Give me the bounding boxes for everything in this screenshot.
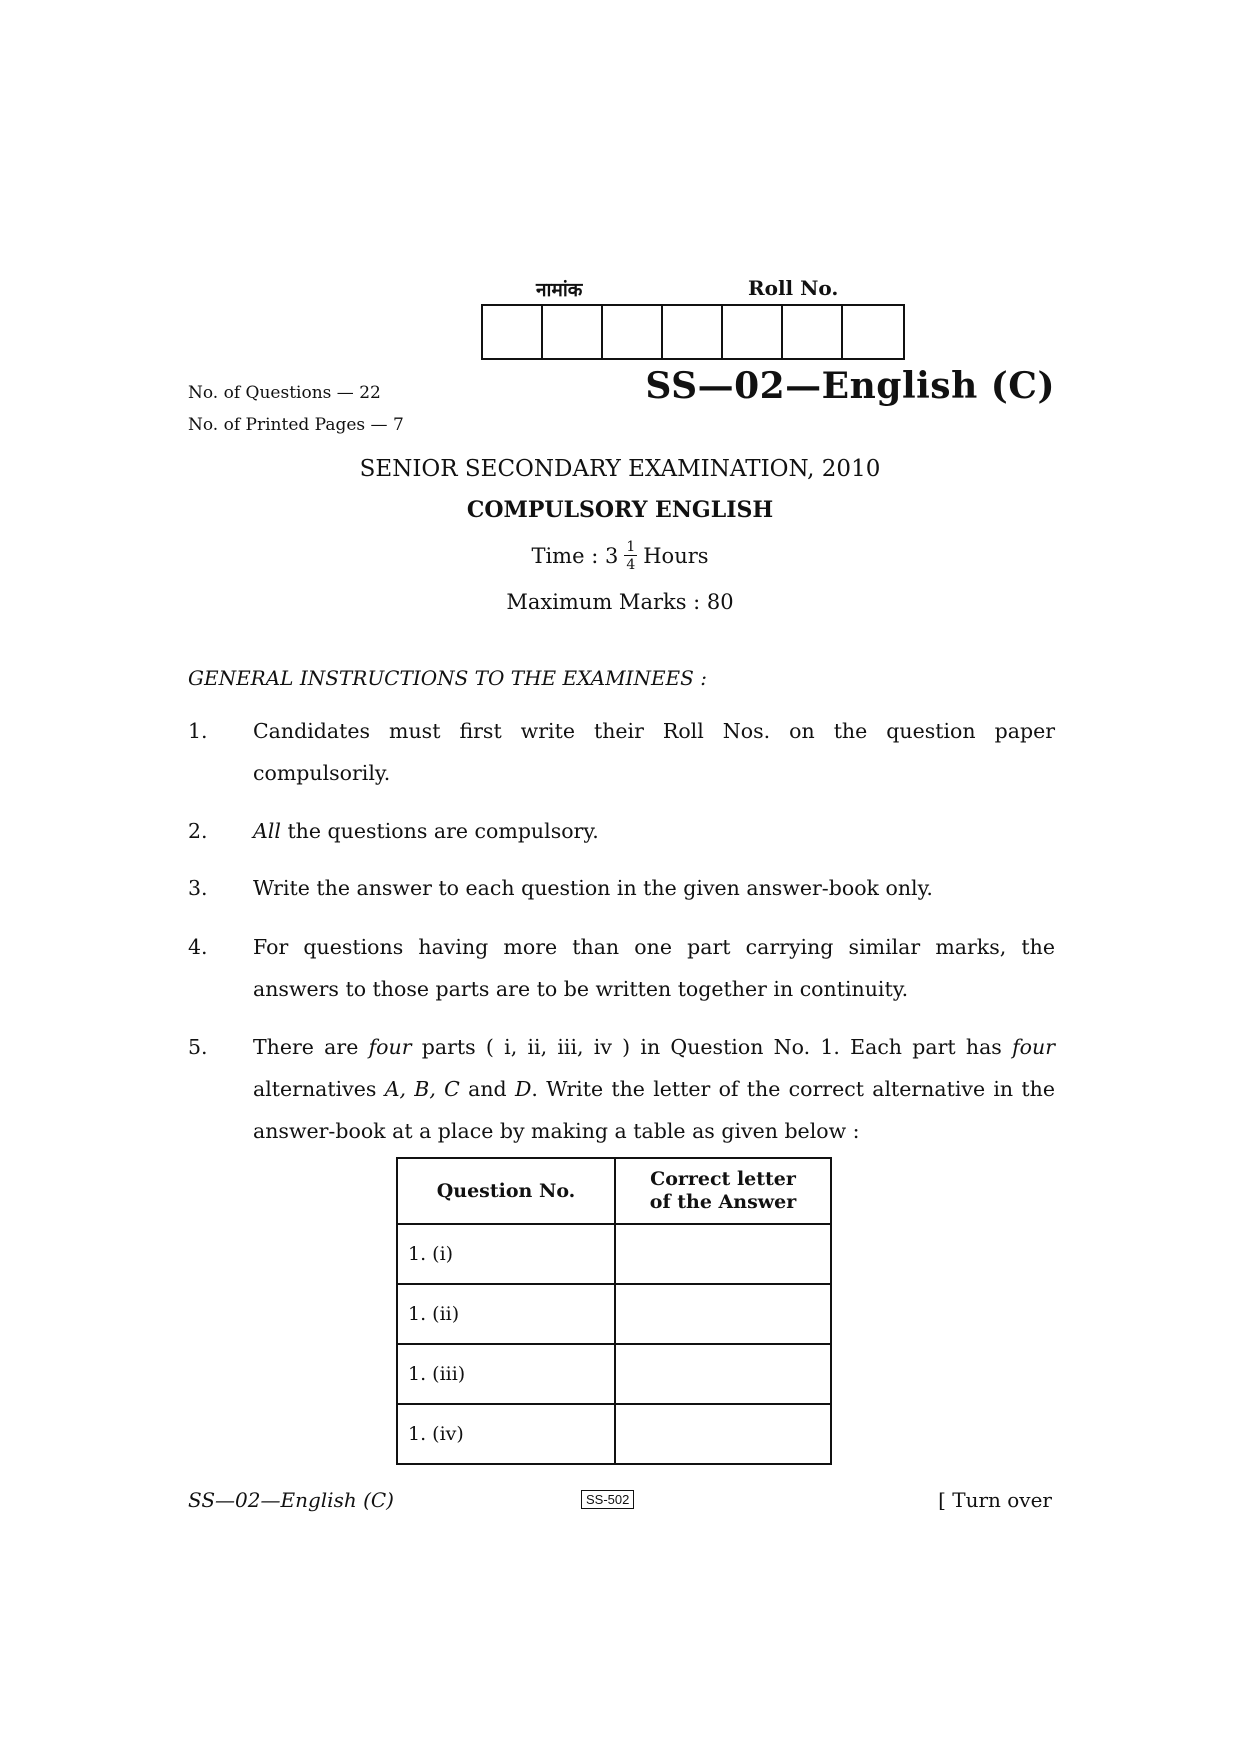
emphasis: four (368, 1035, 412, 1059)
column-header-answer-text: Correct letter of the Answer (649, 1168, 797, 1213)
emphasis: A, B, C (384, 1077, 460, 1101)
text-part: parts ( i, ii, iii, iv ) in Question No. 1. Each part has (411, 1035, 1013, 1059)
instruction-item (188, 926, 1055, 1010)
roll-digit-box[interactable] (603, 306, 663, 358)
footer-code-box: SS-502 (581, 1490, 634, 1509)
text-part: and (459, 1077, 515, 1101)
turn-over-note: [ Turn over (938, 1488, 1052, 1512)
number-of-pages: No. of Printed Pages — 7 (188, 415, 404, 435)
time-suffix: Hours (643, 544, 709, 568)
time-prefix: Time : 3 (531, 544, 619, 568)
text-part: alternatives (253, 1077, 385, 1101)
instruction-text: Write the answer to each question in the given answer-book only. (253, 876, 933, 900)
emphasis: four (1012, 1035, 1055, 1059)
table-row (397, 1224, 831, 1284)
roll-digit-box[interactable] (783, 306, 843, 358)
instruction-number: 3. (188, 876, 208, 900)
roll-digit-box[interactable] (723, 306, 783, 358)
emphasis: D (514, 1077, 532, 1101)
roll-digit-box[interactable] (543, 306, 603, 358)
table-row (397, 1404, 831, 1464)
column-header-answer (615, 1158, 831, 1224)
instruction-number: 1. (188, 719, 208, 743)
instruction-item (188, 867, 1055, 909)
instruction-text-rest: the questions are compulsory. (280, 819, 599, 843)
instruction-emphasis: All (253, 819, 281, 843)
question-cell: 1. (iii) (397, 1344, 615, 1404)
answer-cell[interactable] (615, 1224, 831, 1284)
instruction-text: For questions having more than one part carrying similar marks, the answers to those parts are to be written together in continuity. (253, 935, 1055, 1001)
paper-code: SS—02—English (C) (645, 365, 1055, 407)
fraction-numerator: 1 (626, 539, 636, 555)
instruction-item (188, 1026, 1055, 1152)
roll-digit-box[interactable] (483, 306, 543, 358)
answer-cell[interactable] (615, 1284, 831, 1344)
instruction-text (253, 1026, 1055, 1152)
table-header-row (397, 1158, 831, 1224)
subject-title: COMPULSORY ENGLISH (466, 497, 774, 523)
instruction-text (253, 810, 1055, 852)
instructions-heading: GENERAL INSTRUCTIONS TO THE EXAMINEES : (188, 666, 707, 690)
fraction-denominator: 4 (626, 557, 636, 573)
roll-number-boxes (481, 304, 905, 360)
maximum-marks: Maximum Marks : 80 (506, 590, 734, 614)
question-cell: 1. (iv) (397, 1404, 615, 1464)
question-cell: 1. (ii) (397, 1284, 615, 1344)
instruction-text: Candidates must first write their Roll Nos. on the question paper compulsorily. (253, 719, 1055, 785)
table-row (397, 1344, 831, 1404)
question-cell: 1. (i) (397, 1224, 615, 1284)
footer-paper-code: SS—02—English (C) (188, 1488, 394, 1512)
exam-title: SENIOR SECONDARY EXAMINATION, 2010 (359, 456, 881, 482)
answer-cell[interactable] (615, 1344, 831, 1404)
number-of-questions: No. of Questions — 22 (188, 383, 381, 403)
table-row (397, 1284, 831, 1344)
roll-label-hindi: नामांक (536, 279, 583, 301)
instruction-item (188, 810, 1055, 852)
roll-label: Roll No. (748, 276, 839, 300)
instruction-number: 5. (188, 1035, 208, 1059)
instruction-number: 4. (188, 935, 208, 959)
answer-table (396, 1157, 832, 1465)
roll-digit-box[interactable] (663, 306, 723, 358)
instruction-item (188, 710, 1055, 794)
time-fraction (624, 540, 637, 572)
answer-cell[interactable] (615, 1404, 831, 1464)
roll-digit-box[interactable] (843, 306, 903, 358)
instruction-number: 2. (188, 819, 208, 843)
text-part: . Write the letter of the correct alternative in the answer-book at a place by making a table as given below : (253, 1077, 1055, 1143)
text-part: There are (253, 1035, 369, 1059)
column-header-question: Question No. (397, 1158, 615, 1224)
time-allowed (0, 540, 1240, 572)
